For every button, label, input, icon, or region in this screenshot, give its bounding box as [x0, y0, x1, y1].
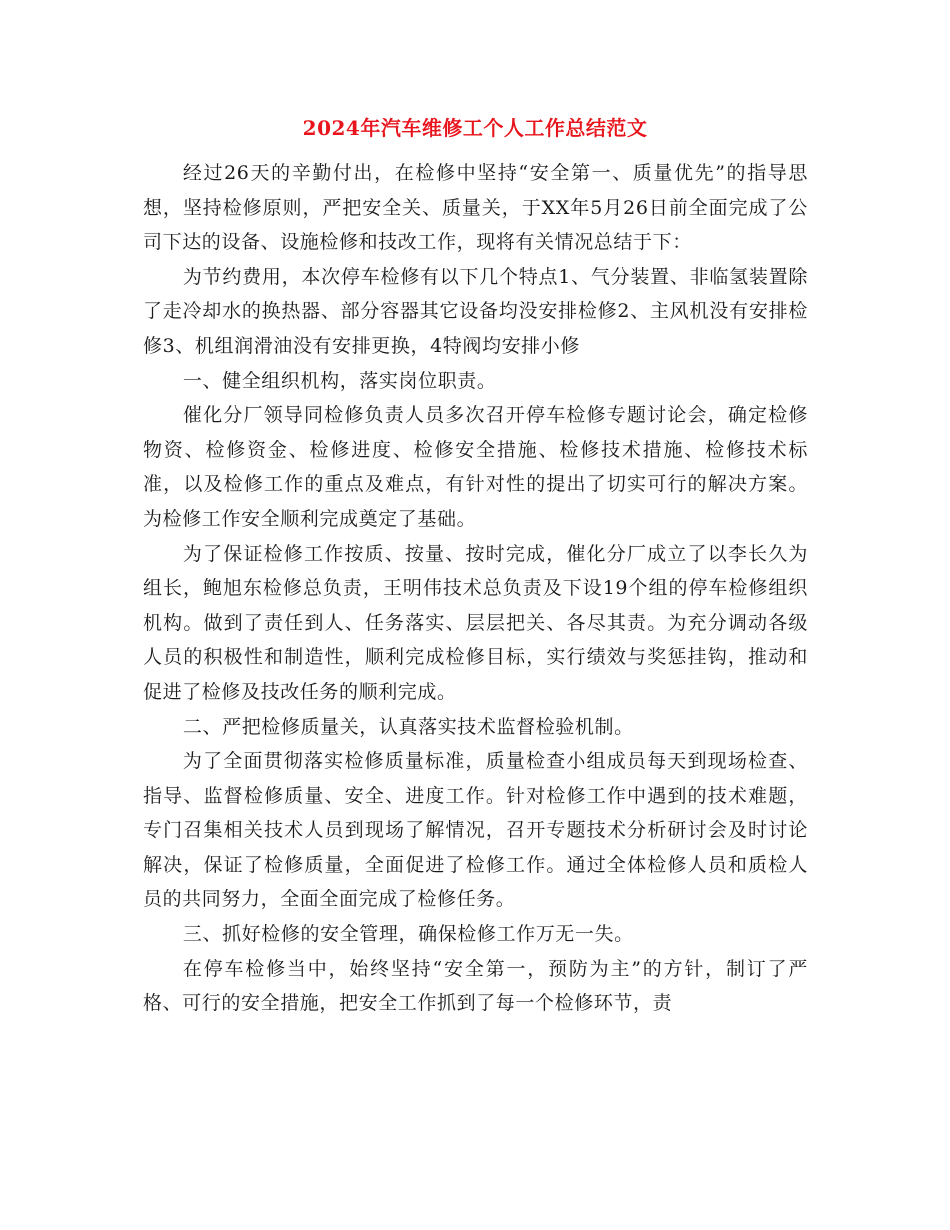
section-heading-organization: 一、健全组织机构，落实岗位职责。 — [182, 369, 497, 392]
paragraph-organization-structure: 为了保证检修工作按质、按量、按时完成，催化分厂成立了以李长久为组长，鲍旭东检修总负责，王明伟技术总负责及下设19个组的停车检修组织机构。做到了责任到人、任务落实、层层把关、各尽其责。为充分调动各级人员的积极性和制造性，顺利完成检修目标，实行绩效与奖惩挂钩，推动和促进了检修及技改任务的顺利完成。 — [143, 542, 808, 703]
document-body — [143, 156, 808, 1021]
paragraph-organization-meetings: 催化分厂领导同检修负责人员多次召开停车检修专题讨论会，确定检修物资、检修资金、检修进度、检修安全措施、检修技术措施、检修技术标准，以及检修工作的重点及难点，有针对性的提出了切实可行的解决方案。为检修工作安全顺利完成奠定了基础。 — [143, 404, 808, 530]
paragraph-intro: 经过26天的辛勤付出，在检修中坚持“安全第一、质量优先”的指导思想，坚持检修原则，严把安全关、质量关，于XX年5月26日前全面完成了公司下达的设备、设施检修和技改工作，现将有关情况总结于下： — [143, 162, 808, 254]
section-heading-quality: 二、严把检修质量关，认真落实技术监督检验机制。 — [182, 715, 634, 738]
paragraph-safety: 在停车检修当中，始终坚持“安全第一，预防为主”的方针，制订了严格、可行的安全措施，把安全工作抓到了每一个检修环节，责 — [143, 957, 808, 1015]
document-title: 2024年汽车维修工个人工作总结范文 — [302, 116, 648, 140]
paragraph-quality: 为了全面贯彻落实检修质量标准，质量检查小组成员每天到现场检查、指导、监督检修质量、安全、进度工作。针对检修工作中遇到的技术难题，专门召集相关技术人员到现场了解情况，召开专题技术分析研讨会及时讨论解决，保证了检修质量，全面促进了检修工作。通过全体检修人员和质检人员的共同努力，全面全面完成了检修任务。 — [143, 750, 808, 911]
section-heading-safety: 三、抓好检修的安全管理，确保检修工作万无一失。 — [182, 923, 634, 946]
paragraph-features: 为节约费用，本次停车检修有以下几个特点1、气分装置、非临氢装置除了走冷却水的换热器、部分容器其它设备均没安排检修2、主风机没有安排检修3、机组润滑油没有安排更换，4特阀均安排小修 — [143, 265, 808, 357]
